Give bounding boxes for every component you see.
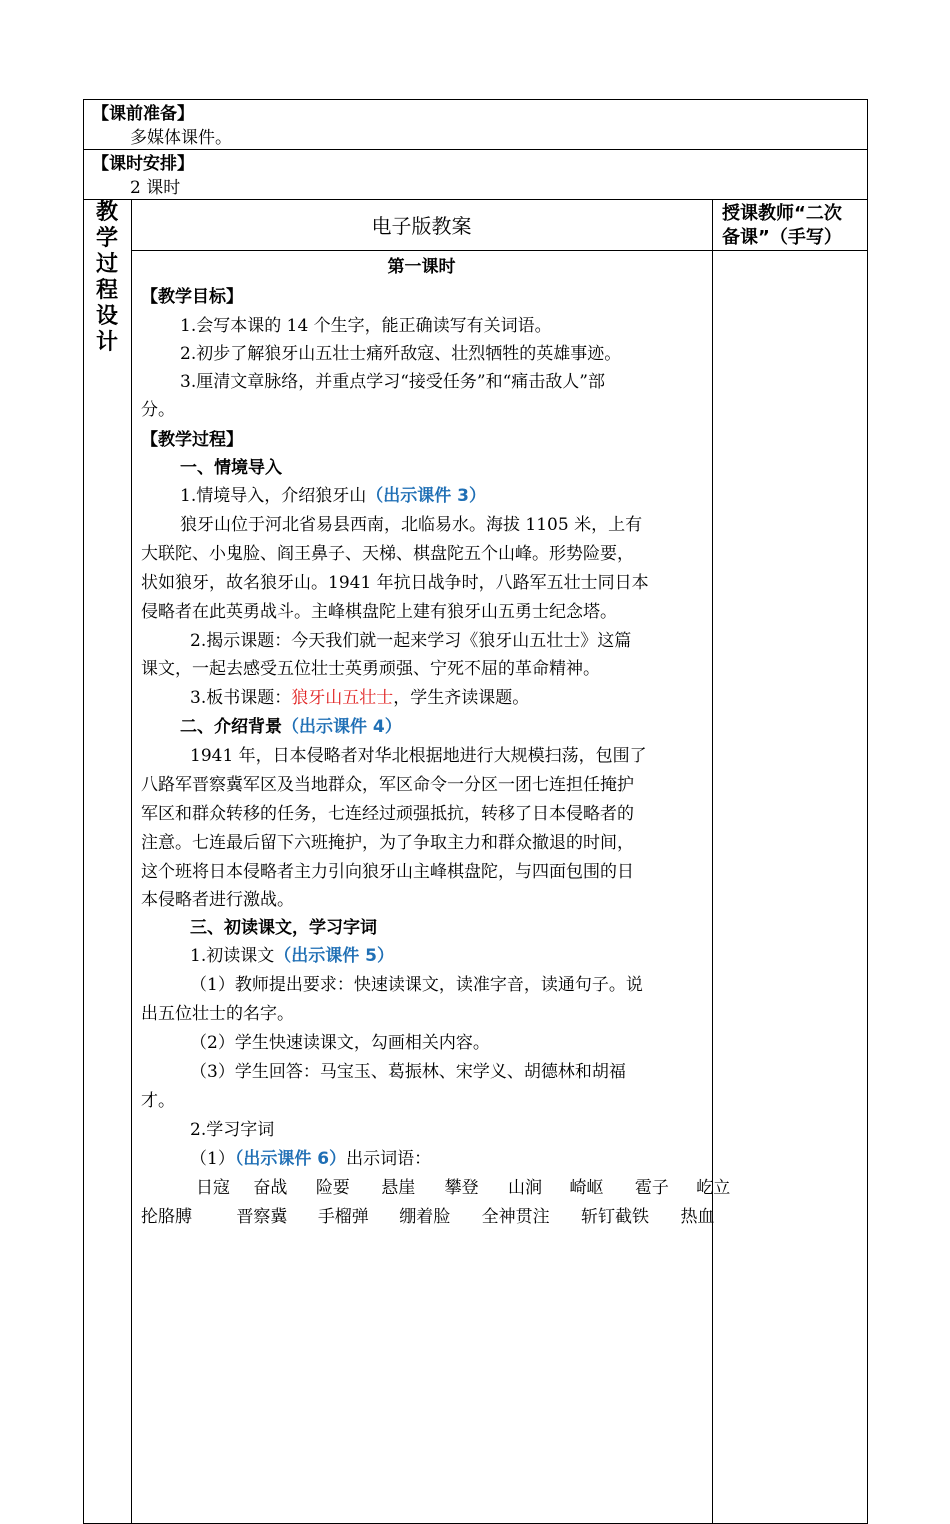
side-column-header-line1: 授课教师“二次 bbox=[722, 203, 842, 224]
vocab-word: 崎岖 bbox=[569, 1178, 604, 1198]
vocab-word: 屹立 bbox=[696, 1178, 731, 1198]
step-text: ，学生齐读课题。 bbox=[393, 688, 530, 708]
section-title: 三、初读课文，学习字词 bbox=[190, 918, 377, 938]
schedule-heading: 【课时安排】 bbox=[92, 154, 194, 174]
process-heading: 【教学过程】 bbox=[141, 430, 243, 450]
paragraph-line: 狼牙山位于河北省易县西南，北临易水。海拔 1105 米，上有 bbox=[180, 515, 643, 535]
paragraph-line: 1941 年，日本侵略者对华北根据地进行大规模扫荡，包围了 bbox=[190, 746, 647, 766]
step-line bbox=[180, 482, 486, 510]
main-column-header: 电子版教案 bbox=[371, 214, 472, 238]
label-char: 程 bbox=[95, 278, 118, 303]
step-text: （1） bbox=[190, 1149, 235, 1169]
process-design-label bbox=[84, 200, 130, 356]
vocab-word: 热血 bbox=[680, 1207, 715, 1227]
paragraph-line: 大联陀、小鬼脸、阎王鼻子、天梯、棋盘陀五个山峰。形势险要， bbox=[141, 544, 634, 564]
goal-item: 1.会写本课的 14 个生字，能正确读写有关词语。 bbox=[180, 316, 552, 336]
vocab-word: 奋战 bbox=[253, 1178, 288, 1198]
vocab-word: 全神贯注 bbox=[481, 1207, 550, 1227]
label-char: 过 bbox=[95, 252, 118, 277]
schedule-content: 2 课时 bbox=[130, 178, 181, 198]
sub-step-line bbox=[190, 1145, 431, 1173]
vocab-row-1 bbox=[196, 1174, 730, 1202]
paragraph-line: 八路军晋察冀军区及当地群众，军区命令一分区一团七连担任掩护 bbox=[141, 775, 634, 795]
step-line: 2.学习字词 bbox=[190, 1120, 275, 1140]
label-char: 计 bbox=[95, 330, 118, 355]
courseware-tag: （出示课件 6） bbox=[234, 1149, 347, 1169]
vocab-word: 雹子 bbox=[634, 1178, 669, 1198]
paragraph-line: 注意。七连最后留下六班掩护，为了争取主力和群众撤退的时间， bbox=[141, 833, 634, 853]
section-title-line bbox=[180, 713, 402, 741]
vocab-word: 悬崖 bbox=[381, 1178, 416, 1198]
goals-heading: 【教学目标】 bbox=[141, 287, 243, 307]
vocab-word: 险要 bbox=[315, 1178, 350, 1198]
step-line: 2.揭示课题：今天我们就一起来学习《狼牙山五壮士》这篇 bbox=[190, 631, 632, 651]
paragraph-line: 状如狼牙，故名狼牙山。1941 年抗日战争时，八路军五壮士同日本 bbox=[141, 573, 649, 593]
sub-step-line-cont: 才。 bbox=[141, 1091, 175, 1111]
vocab-word: 晋察冀 bbox=[236, 1207, 288, 1227]
paragraph-line: 侵略者在此英勇战斗。主峰棋盘陀上建有狼牙山五勇士纪念塔。 bbox=[141, 602, 617, 622]
vocab-word: 抡胳膊 bbox=[141, 1207, 192, 1227]
step-text: 3.板书课题： bbox=[190, 688, 292, 708]
sub-step-line: （3）学生回答：马宝玉、葛振林、宋学义、胡德林和胡福 bbox=[190, 1062, 626, 1082]
courseware-tag: （出示课件 5） bbox=[274, 946, 394, 966]
label-column-border bbox=[131, 199, 132, 1524]
goal-item-cont: 分。 bbox=[141, 400, 175, 420]
title-highlight: 狼牙山五壮士 bbox=[291, 688, 394, 708]
vocab-word: 日寇 bbox=[196, 1178, 230, 1198]
label-char: 学 bbox=[95, 226, 118, 251]
courseware-tag: （出示课件 4） bbox=[282, 717, 402, 737]
sub-step-line-cont: 出五位壮士的名字。 bbox=[141, 1004, 294, 1024]
side-column-header-line2: 备课”（手写） bbox=[722, 227, 842, 248]
table-right-border bbox=[867, 99, 868, 1524]
step-text: 出示词语： bbox=[346, 1149, 432, 1169]
vocab-word: 斩钉截铁 bbox=[581, 1207, 650, 1227]
sub-step-line: （2）学生快速读课文，勾画相关内容。 bbox=[190, 1033, 490, 1053]
courseware-tag: （出示课件 3） bbox=[366, 486, 486, 506]
paragraph-line: 军区和群众转移的任务，七连经过顽强抵抗，转移了日本侵略者的 bbox=[141, 804, 634, 824]
step-line-cont: 课文，一起去感受五位壮士英勇顽强、宁死不屈的革命精神。 bbox=[141, 659, 600, 679]
vocab-word: 绷着脸 bbox=[399, 1207, 451, 1227]
paragraph-line: 本侵略者进行激战。 bbox=[141, 890, 294, 910]
prep-content: 多媒体课件。 bbox=[130, 128, 232, 148]
lesson-title: 第一课时 bbox=[387, 257, 456, 277]
vocab-word: 山涧 bbox=[508, 1178, 543, 1198]
label-char: 设 bbox=[95, 304, 118, 329]
step-line bbox=[190, 684, 529, 712]
table-top-border bbox=[83, 99, 868, 100]
side-column-border bbox=[712, 199, 713, 1524]
vocab-row-2 bbox=[141, 1203, 714, 1231]
section-title: 二、介绍背景 bbox=[180, 717, 282, 737]
vocab-word: 攀登 bbox=[444, 1178, 479, 1198]
goal-item: 2.初步了解狼牙山五壮士痛歼敌寇、壮烈牺牲的英雄事迹。 bbox=[180, 344, 622, 364]
label-char: 教 bbox=[95, 200, 118, 225]
step-line bbox=[190, 942, 394, 970]
section-title: 一、情境导入 bbox=[180, 458, 282, 478]
step-text: 1.情境导入，介绍狼牙山 bbox=[180, 486, 367, 506]
paragraph-line: 这个班将日本侵略者主力引向狼牙山主峰棋盘陀，与四面包围的日 bbox=[141, 862, 634, 882]
step-text: 1.初读课文 bbox=[190, 946, 275, 966]
vocab-word: 手榴弹 bbox=[317, 1207, 369, 1227]
prep-heading: 【课前准备】 bbox=[92, 104, 194, 124]
goal-item: 3.厘清文章脉络，并重点学习“接受任务”和“痛击敌人”部 bbox=[180, 372, 605, 392]
sub-step-line: （1）教师提出要求：快速读课文，读准字音，读通句子。说 bbox=[190, 975, 643, 995]
